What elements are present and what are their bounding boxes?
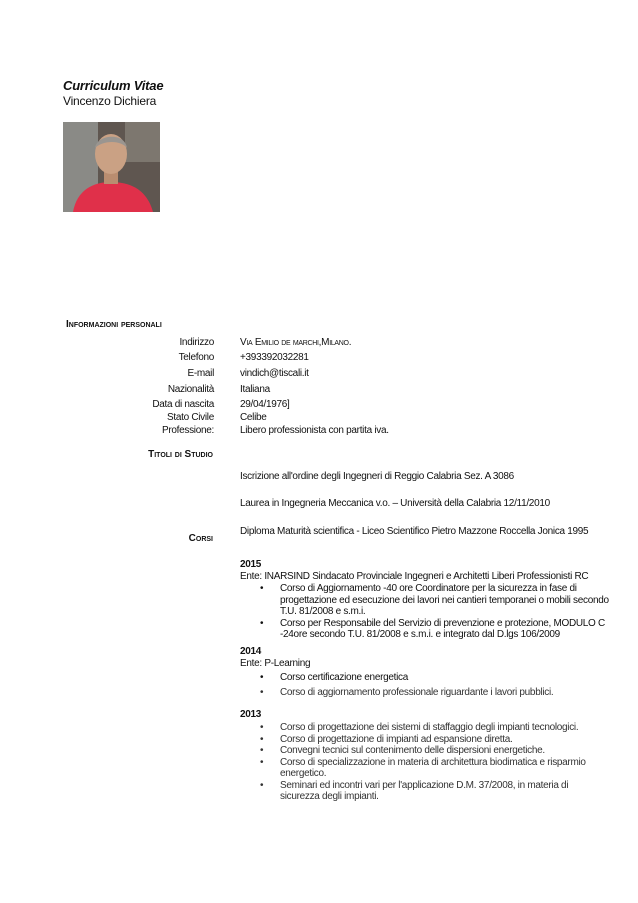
education-item: Diploma Maturità scientifica - Liceo Scientifico Pietro Mazzone Roccella Jonica 1995	[240, 526, 589, 537]
course-item: • Corso di aggiornamento professionale riguardante i lavori pubblici.	[240, 685, 630, 700]
label-email: E-mail	[187, 368, 214, 379]
label-address: Indirizzo	[179, 337, 214, 348]
label-profession: Professione:	[162, 425, 214, 436]
education-item: Iscrizione all'ordine degli Ingegneri di Reggio Calabria Sez. A 3086	[240, 471, 514, 482]
person-name: Vincenzo Dichiera	[63, 94, 157, 108]
value-phone: +393392032281	[240, 352, 309, 363]
value-birth-date: 29/04/1976]	[240, 399, 290, 410]
course-item: • Corso di progettazione di impianti ad espansione diretta.	[240, 734, 630, 746]
course-list	[240, 583, 630, 641]
value-address: Via Emilio de marchi,Milano.	[240, 337, 352, 348]
label-nationality: Nazionalità	[167, 384, 214, 395]
course-provider: Ente: P-Learning	[240, 658, 311, 669]
label-birth-date: Data di nascita	[152, 399, 214, 410]
education-item: Laurea in Ingegneria Meccanica v.o. – Università della Calabria 12/11/2010	[240, 498, 550, 509]
section-heading-courses: Corsi	[188, 533, 213, 544]
year-2013: 2013	[240, 709, 262, 720]
profile-photo	[63, 122, 160, 212]
course-item: • Corso di specializzazione in materia di architettura biodimatica e risparmio energetico.	[240, 757, 600, 780]
course-list	[240, 670, 630, 700]
value-nationality: Italiana	[240, 384, 270, 395]
label-phone: Telefono	[178, 352, 214, 363]
profile-photo-icon	[63, 122, 160, 212]
label-civil-status: Stato Civile	[167, 412, 214, 423]
courses-2013	[240, 709, 630, 803]
courses-2014	[240, 646, 630, 700]
course-provider: Ente: INARSIND Sindacato Provinciale Ingegneri e Architetti Liberi Professionisti RC	[240, 571, 589, 582]
section-heading-education: Titoli di Studio	[148, 449, 213, 460]
value-profession: Libero professionista con partita iva.	[240, 425, 389, 436]
course-item: • Corso di progettazione dei sistemi di staffaggio degli impianti tecnologici.	[240, 722, 630, 734]
course-list	[240, 722, 630, 803]
course-item: • Convegni tecnici sul contenimento delle dispersioni energetiche.	[240, 745, 630, 757]
value-email: vindich@tiscali.it	[240, 368, 309, 379]
course-item: • Corso di Aggiornamento -40 ore Coordinatore per la sicurezza in fase di progettazione ed esecuzione dei lavori nei cantieri temporanei o mobili secondo T.U. 81/2008 e s.m.i.	[240, 583, 620, 618]
course-item: • Seminari ed incontri vari per l'applicazione D.M. 37/2008, in materia di sicurezza degli impianti.	[240, 780, 610, 803]
year-2014: 2014	[240, 646, 262, 657]
year-2015: 2015	[240, 559, 262, 570]
course-item: • Corso certificazione energetica	[240, 670, 630, 685]
course-item: • Corso per Responsabile del Servizio di prevenzione e protezione, MODULO C -24ore secondo T.U. 81/2008 e s.m.i. e integrato dal D.lgs 106/2009	[240, 618, 620, 641]
courses-2015	[240, 559, 630, 641]
section-heading-personal-info: Informazioni personali	[66, 319, 162, 330]
value-civil-status: Celibe	[240, 412, 267, 423]
cv-title: Curriculum Vitae	[63, 78, 164, 93]
